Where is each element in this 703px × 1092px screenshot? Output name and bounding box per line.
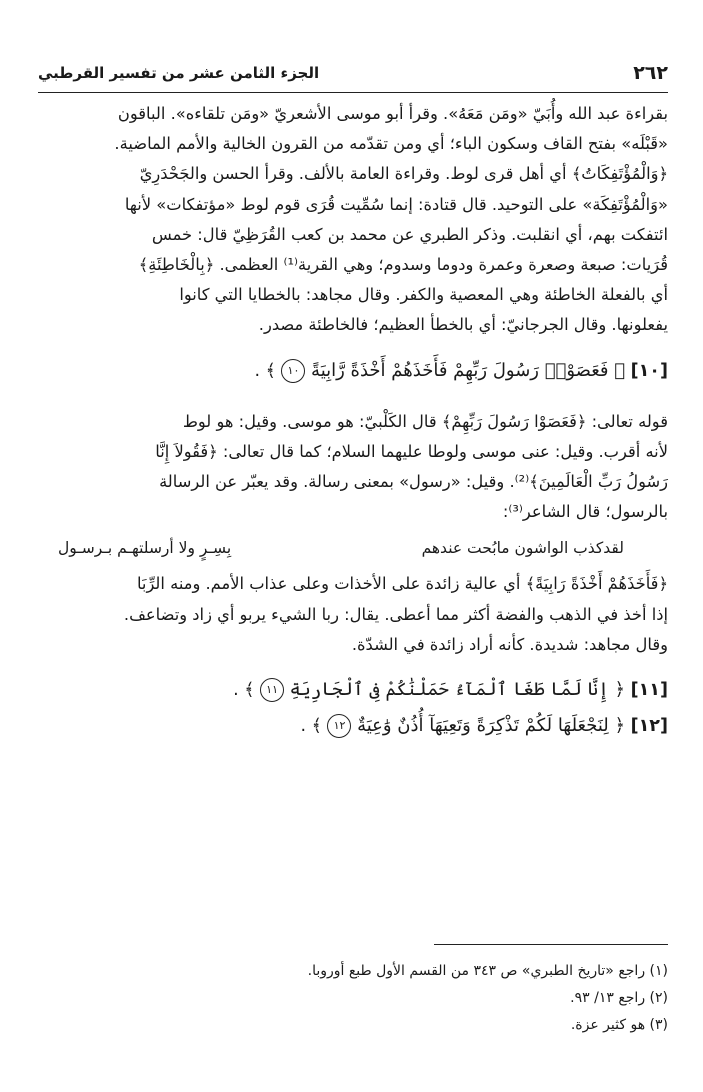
- text-line: أي بالفعلة الخاطئة وهي المعصية والكفر. وقال مجاهد: بالخطايا التي كانوا: [179, 285, 668, 305]
- text-line: رَسُولُ رَبِّ الْعَالَمِينَ﴾⁽²⁾. وقيل: «رسول» بمعنى رسالة. وقد يعبّر عن الرسالة: [159, 472, 668, 492]
- page: [38, 58, 668, 740]
- ayah-end-marker: ١٠: [281, 359, 305, 383]
- verse-tail: ﴾ .: [300, 716, 322, 737]
- text-line: إذا أخذ في الذهب والفضة أكثر مما أعطى. يقال: ربا الشيء يربو أي زاد وتضاعف.: [123, 604, 668, 624]
- text-line: ﴿وَالْمُؤْتَفِكَاتُ﴾ أي أهل قرى لوط. وقراءة العامة بالألف. وقرأ الحسن والجَحْدَرِيّ: [139, 164, 668, 184]
- text-line: قُرَيات: صبعة وصعرة وعمرة ودوما وسدوم؛ وهي القرية⁽¹⁾ العظمى. ﴿بِالْخَاطِئَةِ﴾: [138, 255, 668, 275]
- verse-number: [١٠]: [630, 360, 668, 381]
- verse-text: ﴿ لِنَجْعَلَهَا لَكُمْ تَذْكِرَةً وَتَعِيَهَآ أُذُنٌ وَٰعِيَةٌ: [357, 715, 626, 737]
- text-line: بالرسول؛ قال الشاعر⁽³⁾:: [502, 502, 668, 522]
- poem-second-hemistich: بِسِـرٍ ولا أرسلتهـم بـرسـول: [58, 539, 232, 558]
- running-title: الجزء الثامن عشر من تفسير القرطبي: [38, 64, 320, 82]
- page-number: ٢٦٢: [633, 62, 668, 84]
- verse-10: [38, 357, 668, 385]
- verse-12: [38, 712, 668, 740]
- footnote-2: (٢) راجع ١٣/ ٩٣.: [570, 990, 668, 1006]
- verse-tail: ﴾ .: [233, 680, 255, 701]
- ayah-end-marker: ١٢: [327, 714, 351, 738]
- text-line: ائتفكت بهم، أي انقلبت. وذكر الطبري عن محمد بن كعب القُرَظِيّ قال: خمس: [151, 224, 668, 244]
- text-line: يفعلونها. وقال الجرجانيّ: أي بالخطأ العظيم؛ فالخاطئة مصدر.: [258, 315, 668, 335]
- text-line: بقراءة عبد الله وأُبَيّ «ومَن مَعَهُ». وقرأ أبو موسى الأشعريّ «ومَن تلقاءه». الباقون: [117, 104, 668, 123]
- header-rule: [38, 92, 668, 93]
- verse-number: [١١]: [630, 680, 668, 701]
- poem-first-hemistich: لقدكذب الواشون مابُحت عندهم: [421, 539, 624, 558]
- verse-text: ﴿ فَعَصَوْا۟ رَسُولَ رَبِّهِمْ فَأَخَذَهُمْ أَخْذَةً رَّابِيَةً: [311, 359, 626, 381]
- running-header: [38, 58, 668, 88]
- footnotes: [38, 958, 668, 1039]
- footnote-rule: [434, 944, 668, 945]
- verse-text: ﴿ إِنَّا لَمَّا طَغَا ٱلْمَآءُ حَمَلْنَٰكُمْ فِى ٱلْجَارِيَةِ: [289, 679, 626, 701]
- verse-tail: ﴾ .: [254, 360, 276, 381]
- commentary-block-3: [38, 569, 668, 660]
- commentary-block-2: [38, 407, 668, 528]
- ayah-end-marker: ١١: [260, 678, 284, 702]
- verse-number: [١٢]: [630, 716, 668, 737]
- text-line: «قَبْلَه» بفتح القاف وسكون الباء؛ أي ومن تقدّمه من القرون الخالية والأمم الماضية.: [114, 134, 668, 154]
- text-line: «وَالْمُؤْتَفِكَة» على التوحيد. قال قتادة: إنما سُمِّيت قُرَى قوم لوط «مؤتفكات» لأنها: [124, 194, 668, 214]
- commentary-block-1: [38, 99, 668, 341]
- text-line: وقال مجاهد: شديدة. كأنه أراد زائدة في الشدّة.: [351, 634, 668, 654]
- text-line: ﴿فَأَخَذَهُمْ أَخْذَةً رَابِيَةً﴾ أي عالية زائدة على الأخذات وعلى عذاب الأمم. ومنه الرِّبَا: [136, 574, 668, 594]
- footnote-1: (١) راجع «تاريخ الطبري» ص ٣٤٣ من القسم الأول طبع أوروبا.: [307, 963, 668, 979]
- text-line: قوله تعالى: ﴿فَعَصَوْا رَسُولَ رَبِّهِمْ﴾ قال الكَلْبيّ: هو موسى. وقيل: هو لوط: [182, 411, 668, 431]
- footnote-3: (٣) هو كثير عزة.: [570, 1017, 668, 1033]
- poem-verse: [38, 533, 668, 563]
- text-line: لأنه أقرب. وقيل: عنى موسى ولوطا عليهما السلام؛ كما قال تعالى: ﴿فَقُولاَ إِنَّا: [155, 441, 668, 461]
- verse-11: [38, 676, 668, 704]
